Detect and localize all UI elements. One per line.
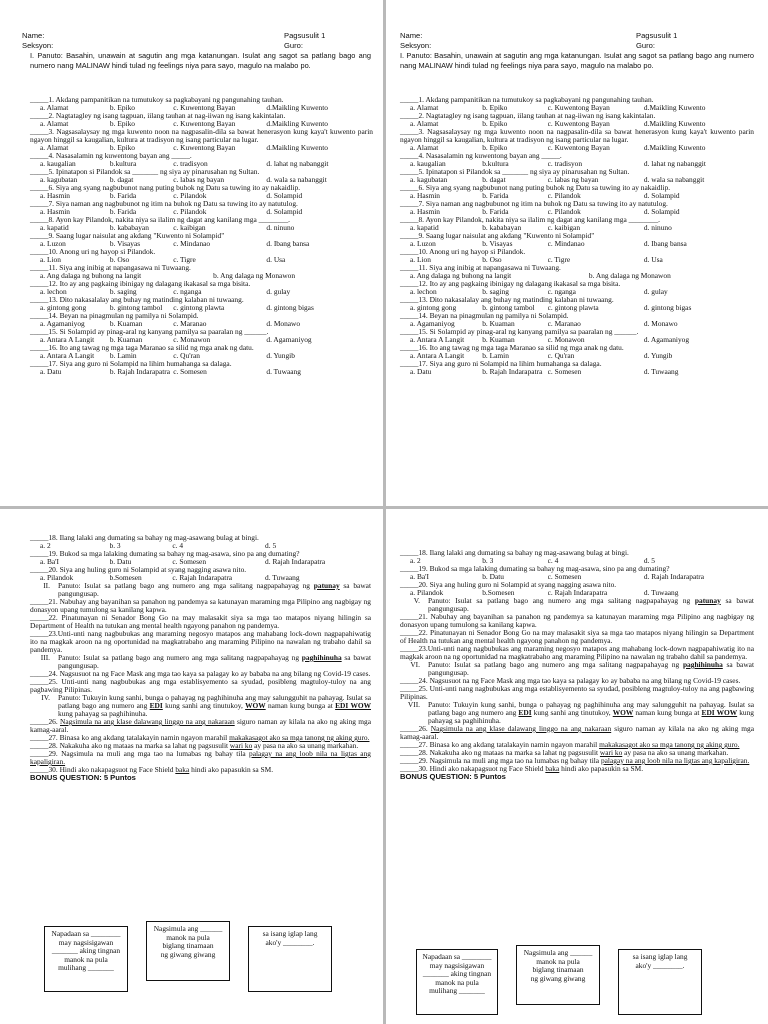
question-text: _____10. Anong uri ng hayop si Pilandok. (30, 247, 156, 256)
question-text: _____20. Siya ang huling guro ni Solampid at syang nagging asawa nito. (400, 580, 617, 589)
choice-option: d.Maikling Kuwento (643, 144, 706, 152)
choice-option: d. Tuwaang (266, 368, 301, 376)
question-text: _____5. Ipinatapon si Pilandok sa _______ ng siya ay pinarusahan ng Sultan. (400, 167, 630, 176)
instructions: I. Panuto: Basahin, unawain at sagutin ang mga katanungan. Isulat ang sagot sa patlang bago ang numero nang MALINAW hindi tulad ng feelings niya para sayo, magulo na malabo po. (30, 51, 371, 70)
choice-option: d. Tuwaang (643, 368, 679, 376)
choice-option: c. Somesen (547, 573, 582, 581)
choice-option: b.Somesen (482, 589, 515, 597)
bonus-line: _______ aking tingnan (422, 969, 492, 979)
question-text: _____1. Akdang pampanitikan na tumutukoy sa pagkabayani ng pangunahing tauhan. (30, 95, 284, 104)
question-23: _____23.Unti-unti nang nagbubukas ang maraming negosyo matapos ang mahabang lock-down nagpapahiwatig ito na magkak aroon na ng oportunidad na magkatrabaho ang maraming Pilipino na nawalan ng trabaho dahil sa pandemya. (400, 644, 754, 661)
choice-option: b.Somesen (109, 574, 142, 582)
choice-option: c. Somesen (547, 368, 582, 376)
question-text: _____9. Saang lugar naisulat ang akdang "Kuwento ni Solampid" (30, 231, 225, 240)
bonus-line: may nagsisigawan (58, 937, 114, 947)
question-23: _____23.Unti-unti nang nagbubukas ang maraming negosyo matapos ang mahabang lock-down nagpapahiwatig ito na magkak aroon na ng oportunidad na magkatrabaho ang maraming Pilipino na nawalan ng trabaho dahil sa pandemya. (30, 629, 371, 654)
question-24: _____24. Nagsusuot na ng Face Mask ang mga tao kaya sa palagay ko ay bababa na ang bilang ng Covid-19 cases. (400, 676, 741, 685)
question-text: _____18. Ilang lalaki ang dumating sa bahay ng mag-asawang bulag at bingi. (400, 548, 629, 557)
choice-option: d. gulay (266, 288, 291, 296)
question-text: _____15. Si Solampid ay pinag-aral ng kanyang pamilya sa paaralan ng ______. (400, 327, 639, 336)
bonus-line: manok na pula (64, 954, 108, 964)
choice-option: d. Agamaniyog (266, 336, 312, 344)
choice-option: b. Datu (109, 558, 132, 566)
choice-option: a. Alamat (40, 120, 69, 128)
bonus-line: Napadaan sa ________ (51, 929, 121, 938)
bonus-box-1 (44, 926, 128, 992)
choice-option: c. Rajah Indarapatra (547, 589, 608, 597)
question-text: _____19. Bukod sa mga lalaking dumating sa bahay ng mag-asawa, sino pa ang dumating? (30, 549, 300, 558)
question-text: _____17. Siya ang guro ni Solampid na lihim humahanga sa dalaga. (400, 359, 602, 368)
bonus-line: _______ aking tingnan (51, 946, 121, 956)
exam-page-2 (386, 0, 768, 506)
question-text: _____6. Siya ang syang nagbubunot nang puting buhok ng Datu sa tuwing ito ay nakaidlip. (400, 183, 671, 192)
choice-option: c. nganga (173, 288, 202, 296)
choice-option: a. Datu (40, 368, 62, 376)
exam-page-3 (0, 509, 383, 1024)
choice-option: b. Epiko (482, 144, 508, 152)
choice-option: a. Datu (410, 368, 432, 376)
choice-option: a. Hasmin (410, 192, 440, 200)
choice-option: c. Rajah Indarapatra (172, 574, 233, 582)
choice-option: c. Qu'ran (547, 352, 575, 360)
bonus-line: sa isang iglap lang (262, 929, 318, 938)
choice-option: d. Agamaniyog (643, 336, 690, 344)
question-list-1 (30, 96, 373, 376)
choice-option: b. Ang dalaga ng Monawon (213, 272, 296, 280)
question-text: _____8. Ayon kay Pilandok, nakita niya sa ilalim ng dagat ang kanilang mga ________. (30, 215, 291, 224)
bonus-line: manok na pula (166, 932, 210, 942)
choice-option: b. Farida (109, 192, 137, 200)
choice-option: a. Antara A Langit (410, 352, 465, 360)
bonus-box-2 (146, 921, 230, 981)
choice-option: a. 2 (40, 542, 51, 550)
choice-option: d. Rajah Indarapatra (265, 558, 326, 566)
question-text: _____17. Siya ang guro ni Solampid na lihim humahanga sa dalaga. (30, 359, 232, 368)
choice-option: a. Antara A Langit (40, 352, 95, 360)
choice-option: b. kababayan (109, 224, 149, 232)
choice-option: a. Pilandok (40, 574, 74, 582)
choice-option: c. Somesen (172, 558, 207, 566)
question-26: _____26. Nagsimula na ang klase dalawang linggo na ang nakaraan siguro naman ay kilala na ako ng aking mga kamag-aaral. (400, 724, 755, 741)
choice-option: c. Qu'ran (173, 352, 200, 360)
choice-option: b. Farida (109, 208, 137, 216)
question-text: _____4. Nasasalamin ng kuwentong bayan ang _____. (30, 151, 192, 160)
bonus-box-3 (248, 926, 332, 992)
choice-option: c. tradisyon (547, 160, 583, 168)
question-text: _____7. Siya naman ang nagbubunot ng itim na buhok ng Datu sa tuwing ito ay natutulog. (30, 199, 298, 208)
question-text: _____2. Nagtatagley ng isang tagpuan, iilang tauhan at nag-iiwan ng isang kakintalan. (30, 111, 286, 120)
choice-option: a. Agamaniyog (40, 320, 85, 328)
choice-option: c. Maranao (547, 320, 581, 328)
name-label: Name: (22, 31, 45, 40)
question-text: _____19. Bukod sa mga lalaking dumating sa bahay ng mag-asawa, sino pa ang dumating? (400, 564, 670, 573)
choice-option: b. Farida (482, 208, 509, 216)
question-21: _____21. Nabuhay ang bayanihan sa panahon ng pandemya sa katunayan maraming mga Pilipino ang nagbigay ng donasyon upang tumulong sa kanilang kapwa. (400, 612, 754, 629)
choice-option: b. saging (109, 288, 137, 296)
exam-header (400, 31, 756, 51)
choice-option: a. gintong gong (410, 304, 457, 312)
choice-option: b. kababayan (482, 224, 522, 232)
name-label: Name: (400, 31, 423, 40)
choice-option: a. 2 (410, 557, 421, 565)
question-text: _____16. Ito ang tawag ng mga taga Maranao sa silid ng mga anak ng datu. (30, 343, 254, 352)
bonus-line: ng giwang giwang (160, 949, 216, 959)
choice-option: b. Kuaman (109, 320, 143, 328)
bonus-line: Napadaan sa ________ (422, 952, 492, 961)
choice-option: a. kagubatan (40, 176, 78, 184)
choice-option: a. Hasmin (40, 192, 70, 200)
choice-option: c. 4 (547, 557, 559, 565)
choice-option: d.Maikling Kuwento (643, 120, 706, 128)
question-21: _____21. Nabuhay ang bayanihan sa panahon ng pandemya sa katunayan maraming mga Pilipino ang nagbigay ng donasyon upang tumulong sa kanilang kapwa. (30, 597, 371, 614)
bonus-line: ako'y ________. (635, 960, 685, 970)
choice-option: a. Pilandok (410, 589, 444, 597)
bonus-line: sa isang iglap lang (632, 952, 688, 961)
bonus-line: mulihang _______ (58, 963, 114, 973)
question-text: _____3. Nagsasalaysay ng mga kuwento noon na nagpasalin-dila sa bawat henerasyon kung kaya't kuwento parin ngayon hinggil sa kaugalian, kultura at tradisyon ng isang particular na lugar. (30, 127, 373, 144)
choice-option: d. Yungib (266, 352, 295, 360)
choice-option: c. 4 (172, 542, 184, 550)
question-22: _____22. Pinatunayan ni Senador Bong Go na may malasakit siya sa mga tao matapos niyang hilingin sa Department of Health na tutukan ang mental health ngayong panahon ng pandemya. (30, 613, 371, 630)
choice-option: b. Epiko (109, 104, 135, 112)
bonus-box-3 (618, 949, 702, 1015)
choice-option: c. Pilandok (173, 192, 207, 200)
choice-option: b. Epiko (482, 120, 508, 128)
question-26: _____26. Nagsimula na ang klase dalawang linggo na ang nakaraan siguro naman ay kilala na ako ng aking mga kamag-aaral. (30, 717, 372, 734)
choice-option: b. dagat (109, 176, 134, 184)
choice-option: a. kaugalian (40, 160, 76, 168)
choice-option: a. Alamat (410, 144, 439, 152)
question-29: _____29. Nagsimula na muli ang mga tao na lumabas ng bahay tila palagay na ang loob nila na ligtas ang kapaligiran. (400, 756, 750, 765)
question-text: _____10. Anong uri ng hayop si Pilandok. (400, 247, 526, 256)
question-25: _____25. Unti-unti nang nagbubukas ang mga establisyemento sa syudad, posibleng magtuloy-tuloy na ang pagbawing Pilipinas. (30, 677, 371, 694)
choice-option: b. 3 (109, 542, 121, 550)
choice-option: a. lechon (410, 288, 437, 296)
choice-option: c. Kuwentong Bayan (547, 120, 610, 128)
choice-option: a. Luzon (410, 240, 436, 248)
question-27: _____27. Binasa ko ang akdang tatalakayin namin ngayon marahil makakasagot ako sa mga tanong ng aking guro. (30, 733, 370, 742)
choice-option: d. wala sa nabanggit (266, 176, 327, 184)
choice-option: d. Usa (266, 256, 286, 264)
choice-option: d. Ibang bansa (266, 240, 310, 248)
bonus-line: ng giwang giwang (530, 973, 586, 983)
choice-option: b.kultura (109, 160, 137, 168)
bonus-line: may nagsisigawan (429, 960, 485, 970)
question-text: _____16. Ito ang tawag ng mga taga Maranao sa silid ng mga anak ng datu. (400, 343, 624, 352)
choice-option: d. Rajah Indarapatra (643, 573, 705, 581)
bonus-line: Nagsimula ang ______ (153, 924, 223, 933)
section-label: Seksyon: (22, 41, 54, 50)
question-text: _____3. Nagsasalaysay ng mga kuwento noon na nagpasalin-dila sa bawat henerasyon kung kaya't kuwento parin ngayon hinggil sa kaugalian, kultura at tradisyon ng isang particular na lugar. (400, 127, 754, 144)
section-iii-instructions: III. Panuto: Isulat sa patlang bago ang numero ang mga salitang nagpapahayag ng paghihinuha sa bawat pangungusap. (40, 653, 371, 670)
choice-option: d. Solampid (266, 192, 303, 200)
choice-option: d. Usa (643, 256, 663, 264)
question-27: _____27. Binasa ko ang akdang tatalakayin namin ngayon marahil makakasagot ako sa mga tanong ng aking guro. (400, 740, 740, 749)
choice-option: c. Somesen (173, 368, 207, 376)
question-list-2 (400, 549, 754, 781)
exam-page-4 (386, 509, 768, 1024)
bonus-line: ako'y ________. (265, 937, 315, 947)
choice-option: d. gulay (643, 288, 668, 296)
choice-option: d.Maikling Kuwento (266, 120, 329, 128)
choice-option: d. lahat ng nabanggit (266, 160, 329, 168)
keyword-paghihinuha: paghihinuha (301, 653, 342, 662)
question-list-2 (30, 534, 371, 782)
choice-option: d. gintong bigas (643, 304, 692, 312)
choice-option: c. tradisyon (173, 160, 208, 168)
choice-option: b. Rajah Indarapatra (482, 368, 543, 376)
choice-option: b. 3 (482, 557, 494, 565)
choice-option: b. Rajah Indarapatra (109, 368, 171, 376)
question-text: _____1. Akdang pampanitikan na tumutukoy sa pagkabayani ng pangunahing tauhan. (400, 95, 654, 104)
choice-option: a. Lion (410, 256, 431, 264)
choice-option: c. Pilandok (173, 208, 207, 216)
choice-option: d. ninuno (266, 224, 295, 232)
question-28: _____28. Nakakuha ako ng mataas na marka sa lahat ng pagsusulit wari ko ay pasa na ako sa unang markahan. (30, 741, 359, 750)
choice-option: c. gintong plawta (173, 304, 225, 312)
choice-option: d.Maikling Kuwento (266, 104, 329, 112)
question-30: _____30. Hindi ako nakapagsuot ng Face Shield baka hindi ako papasukin sa SM. (400, 764, 644, 773)
choice-option: b. gintong tambol (482, 304, 535, 312)
choice-option: a. Hasmin (40, 208, 70, 216)
choice-option: b. Oso (109, 256, 130, 264)
choice-option: b. Lamin (109, 352, 137, 360)
bonus-line: manok na pula (435, 977, 479, 987)
choice-option: c. Tigre (173, 256, 196, 264)
choice-option: b. Epiko (109, 144, 135, 152)
choice-option: b. Kuaman (482, 336, 515, 344)
choice-option: b. Epiko (482, 104, 508, 112)
choice-option: d. Monawo (643, 320, 678, 328)
choice-option: a. Ba'I (410, 573, 429, 581)
choice-option: b. saging (482, 288, 509, 296)
choice-option: a. Antara A Langit (410, 336, 465, 344)
question-text: _____13. Dito nakasalalay ang buhay ng matinding kalaban ni tuwaang. (400, 295, 614, 304)
choice-option: c. Tigre (547, 256, 571, 264)
choice-option: c. Kuwentong Bayan (173, 120, 236, 128)
choice-row (30, 368, 373, 376)
choice-option: d. Solampid (266, 208, 303, 216)
question-text: _____2. Nagtatagley ng isang tagpuan, iilang tauhan at nag-iiwan ng isang kakintalan. (400, 111, 656, 120)
bonus-title: BONUS QUESTION: 5 Puntos (400, 772, 506, 781)
question-group-2 (400, 549, 754, 597)
question-28: _____28. Nakakuha ako ng mataas na marka sa lahat ng pagsusulit wari ko ay pasa na ako sa unang markahan. (400, 748, 729, 757)
bonus-box-1 (416, 949, 498, 1015)
choice-option: a. lechon (40, 288, 67, 296)
choice-option: c. Maranao (173, 320, 207, 328)
bonus-line: Nagsimula ang ______ (523, 948, 593, 957)
bonus-line: manok na pula (536, 956, 580, 966)
choice-option: d.Maikling Kuwento (643, 104, 706, 112)
section-vi-instructions: VI. Panuto: Isulat sa patlang bago ang numero ang mga salitang nagpapahayag ng paghihinuha sa bawat pangungusap. (410, 660, 754, 677)
choice-option: a. kapatid (410, 224, 439, 232)
choice-option: a. Alamat (40, 144, 69, 152)
choice-option: c. Kuwentong Bayan (173, 104, 236, 112)
question-text: _____12. Ito ay ang pagkaing ibinigay ng dalagang ikakasal sa mga bisita. (30, 279, 251, 288)
choice-option: d. Solampid (643, 192, 680, 200)
question-text: _____20. Siya ang huling guro ni Solampid at syang nagging asawa nito. (30, 565, 247, 574)
choice-option: a. Hasmin (410, 208, 440, 216)
bonus-title: BONUS QUESTION: 5 Puntos (30, 773, 136, 782)
exam-page-1 (0, 0, 383, 506)
teacher-label: Guro: (284, 41, 303, 50)
choice-option: c. labas ng bayan (547, 176, 599, 184)
choice-option: b. Visayas (482, 240, 513, 248)
question-text: _____18. Ilang lalaki ang dumating sa bahay ng mag-asawang bulag at bingi. (30, 533, 259, 542)
section-label: Seksyon: (400, 41, 432, 50)
choice-option: d. gintong bigas (266, 304, 314, 312)
question-24: _____24. Nagsusuot na ng Face Mask ang mga tao kaya sa palagay ko ay bababa na ang bilang ng Covid-19 cases. (30, 669, 371, 678)
choice-option: c. kaibigan (547, 224, 581, 232)
choice-option: b. dagat (482, 176, 506, 184)
section-ii-instructions: II. Panuto: Isulat sa patlang bago ang numero ang mga salitang nagpapahayag ng patunay sa bawat pangungusap. (43, 581, 371, 598)
choice-option: a. Ang dalaga ng buhong na langit (40, 272, 142, 280)
choice-option: d. lahat ng nabanggit (643, 160, 706, 168)
choice-option: d. ninuno (643, 224, 672, 232)
question-text: _____14. Beyan na pinagmulan ng pamilya ni Solampid. (400, 311, 569, 320)
choice-option: c. Pilandok (547, 192, 581, 200)
choice-option: d.Maikling Kuwento (266, 144, 329, 152)
section-iv-instructions: IV. Panuto: Tukuyin kung sanhi, bunga o pahayag ng paghihinuha ang may salungguhit na pahayag. Isulat sa patlang bago ang numero ang EDI kung sanhi ang tinutukoy, WOW naman kung bunga at EDI WOW kung pahayag sa paghihinuha. (41, 693, 371, 718)
question-text: _____11. Siya ang inibig at napangasawa ni Tuwaang. (400, 263, 561, 272)
question-list-1 (400, 96, 754, 376)
choice-option: c. Kuwentong Bayan (173, 144, 236, 152)
question-text: _____7. Siya naman ang nagbubunot ng itim na buhok ng Datu sa tuwing ito ay natutulog. (400, 199, 668, 208)
choice-option: d. Tuwaang (265, 574, 300, 582)
choice-option: d. wala sa nabanggit (643, 176, 705, 184)
choice-option: a. Ang dalaga ng buhong na langit (410, 272, 512, 280)
choice-option: c. Kuwentong Bayan (547, 144, 610, 152)
choice-option: b. Visayas (109, 240, 141, 248)
choice-option: b. Farida (482, 192, 509, 200)
choice-option: a. Ba'I (40, 558, 59, 566)
choice-option: a. Antara A Langit (40, 336, 95, 344)
choice-option: c. nganga (547, 288, 576, 296)
question-text: _____8. Ayon kay Pilandok, nakita niya sa ilalim ng dagat ang kanilang mga ________. (400, 215, 661, 224)
choice-option: a. Alamat (40, 104, 69, 112)
question-text: _____13. Dito nakasalalay ang buhay ng matinding kalaban ni tuwaang. (30, 295, 244, 304)
section-v-instructions: V. Panuto: Isulat sa patlang bago ang numero ang mga salitang nagpapahayag ng patunay sa bawat pangungusap. (413, 596, 754, 613)
choice-option: a. Agamaniyog (410, 320, 455, 328)
question-22: _____22. Pinatunayan ni Senador Bong Go na may malasakit siya sa mga tao matapos niyang hilingin sa Department of Health na tutukan ang mental health ngayong panahon ng pandemya. (400, 628, 754, 645)
choice-option: c. Kuwentong Bayan (547, 104, 610, 112)
choice-option: b. Epiko (109, 120, 135, 128)
choice-option: c. Monawon (547, 336, 585, 344)
exam-header (14, 31, 371, 51)
choice-option: a. kaugalian (410, 160, 446, 168)
question-25: _____25. Unti-unti nang nagbubukas ang mga establisyemento sa syudad, posibleng magtuloy-tuloy na ang pagbawing Pilipinas. (400, 684, 754, 701)
question-text: _____4. Nasasalamin ng kuwentong bayan ang _____. (400, 151, 562, 160)
section-vii-instructions: VII. Panuto: Tukuyin kung sanhi, bunga o pahayag ng paghihinuha ang may salungguhit na pahayag. Isulat sa patlang bago ang numero ang EDI kung sanhi ang tinutukoy, WOW naman kung bunga at EDI WOW kung pahayag sa paghihinuha. (407, 700, 754, 725)
teacher-label: Guro: (636, 41, 655, 50)
bonus-box-2 (516, 945, 600, 1005)
bonus-line: biglang tinamaan (162, 941, 214, 951)
choice-option: b. Ang dalaga ng Monawon (588, 272, 671, 280)
choice-option: c. Mindanao (173, 240, 211, 248)
bonus-line: mulihang _______ (429, 986, 485, 996)
question-text: _____11. Siya ang inibig at napangasawa ni Tuwaang. (30, 263, 191, 272)
choice-option: b.kultura (482, 160, 509, 168)
choice-row (400, 368, 754, 376)
choice-option: d. 5 (265, 542, 277, 550)
instructions: I. Panuto: Basahin, unawain at sagutin ang mga katanungan. Isulat ang sagot sa patlang bago ang numero nang MALINAW hindi tulad ng feelings niya para sayo, magulo na malabo po. (400, 51, 754, 70)
exam-title: Pagsusulit 1 (636, 31, 678, 40)
choice-option: b. Kuaman (109, 336, 143, 344)
choice-option: c. kaibigan (173, 224, 206, 232)
question-group-2 (30, 534, 371, 582)
choice-option: a. kapatid (40, 224, 69, 232)
question-text: _____5. Ipinatapon si Pilandok sa _______ ng siya ay pinarusahan ng Sultan. (30, 167, 260, 176)
choice-option: c. gintong plawta (547, 304, 599, 312)
choice-option: a. Alamat (410, 120, 439, 128)
question-29: _____29. Nagsimula na muli ang mga tao na lumabas ng bahay tila palagay na ang loob nila na ligtas ang kapaligiran. (30, 749, 371, 766)
choice-option: b. gintong tambol (109, 304, 163, 312)
choice-option: b. Kuaman (482, 320, 515, 328)
choice-option: c. Mindanao (547, 240, 585, 248)
question-30: _____30. Hindi ako nakapagsuot ng Face Shield baka hindi ako papasukin sa SM. (30, 765, 274, 774)
keyword-patunay: patunay (313, 581, 340, 590)
question-text: _____9. Saang lugar naisulat ang akdang "Kuwento ni Solampid" (400, 231, 595, 240)
choice-option: b. Oso (482, 256, 502, 264)
choice-option: a. Lion (40, 256, 61, 264)
choice-option: c. Monawon (173, 336, 211, 344)
bonus-line: biglang tinamaan (532, 965, 584, 975)
exam-title: Pagsusulit 1 (284, 31, 326, 40)
question-text: _____14. Beyan na pinagmulan ng pamilya ni Solampid. (30, 311, 199, 320)
question-text: _____15. Si Solampid ay pinag-aral ng kanyang pamilya sa paaralan ng ______. (30, 327, 269, 336)
question-text: _____6. Siya ang syang nagbubunot nang puting buhok ng Datu sa tuwing ito ay nakaidlip. (30, 183, 301, 192)
choice-option: d. 5 (643, 557, 655, 565)
choice-option: d. Yungib (643, 352, 673, 360)
choice-option: d. Ibang bansa (643, 240, 687, 248)
choice-option: b. Datu (482, 573, 504, 581)
choice-option: a. Luzon (40, 240, 66, 248)
choice-option: a. kagubatan (410, 176, 448, 184)
choice-option: d. Solampid (643, 208, 680, 216)
choice-option: a. Alamat (410, 104, 439, 112)
question-text: _____12. Ito ay ang pagkaing ibinigay ng dalagang ikakasal sa mga bisita. (400, 279, 621, 288)
choice-option: d. Monawo (266, 320, 301, 328)
choice-option: d. Tuwaang (643, 589, 679, 597)
choice-option: b. Lamin (482, 352, 509, 360)
choice-option: c. Pilandok (547, 208, 581, 216)
choice-option: a. gintong gong (40, 304, 87, 312)
choice-option: c. labas ng bayan (173, 176, 225, 184)
